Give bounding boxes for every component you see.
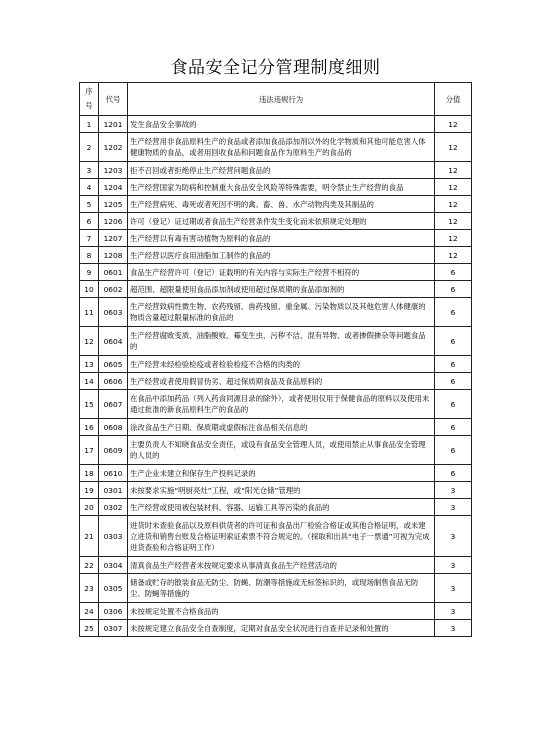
row-serial-number: 4 (80, 179, 99, 196)
scoring-table (79, 82, 472, 637)
row-score: 6 (435, 436, 472, 465)
row-code: 0303 (99, 516, 128, 557)
row-violation: 清真食品生产经营者未按规定要求从事清真食品生产经营活动的 (128, 557, 435, 574)
row-serial-number: 10 (80, 281, 99, 298)
row-code: 1202 (99, 133, 128, 162)
row-score: 6 (435, 264, 472, 281)
table-row (80, 436, 472, 465)
row-score: 12 (435, 196, 472, 213)
row-serial-number: 21 (80, 516, 99, 557)
row-violation: 生产经营未经检验检疫或者检验检疫不合格的肉类的 (128, 356, 435, 373)
row-serial-number: 3 (80, 162, 99, 179)
row-serial-number: 2 (80, 133, 99, 162)
row-violation: 生产经营病死、毒死或者死因不明的禽、畜、兽、水产动物肉类及其制品的 (128, 196, 435, 213)
row-violation: 涂改食品生产日期、保质期或虚假标注食品相关信息的 (128, 419, 435, 436)
table-row (80, 213, 472, 230)
row-score: 12 (435, 230, 472, 247)
row-serial-number: 14 (80, 373, 99, 390)
row-serial-number: 8 (80, 247, 99, 264)
row-score: 6 (435, 298, 472, 327)
table-row (80, 179, 472, 196)
table-header-row (80, 83, 472, 116)
table-body (80, 116, 472, 637)
row-code: 0604 (99, 327, 128, 356)
row-code: 0601 (99, 264, 128, 281)
row-code: 0602 (99, 281, 128, 298)
header-violation: 违法违规行为 (128, 83, 435, 116)
table-row (80, 574, 472, 603)
row-score: 3 (435, 499, 472, 516)
row-code: 0306 (99, 603, 128, 620)
row-code: 0301 (99, 482, 128, 499)
row-serial-number: 16 (80, 419, 99, 436)
row-code: 1201 (99, 116, 128, 133)
table-row (80, 373, 472, 390)
row-violation: 生产经营用非食品原料生产的食品或者添加食品添加剂以外的化学物质和其他可能危害人体健康物质的食品，或者用回收食品和问题食品作为原料生产的食品的 (128, 133, 435, 162)
row-code: 0606 (99, 373, 128, 390)
row-serial-number: 19 (80, 482, 99, 499)
row-serial-number: 5 (80, 196, 99, 213)
page-title: 食品安全记分管理制度细则 (170, 58, 381, 78)
header-score: 分值 (435, 83, 472, 116)
row-code: 0610 (99, 465, 128, 482)
header-serial-line2: 号 (85, 101, 93, 110)
row-serial-number: 9 (80, 264, 99, 281)
row-score: 6 (435, 356, 472, 373)
row-serial-number: 1 (80, 116, 99, 133)
row-violation: 发生食品安全事故的 (128, 116, 435, 133)
row-serial-number: 18 (80, 465, 99, 482)
row-code: 1208 (99, 247, 128, 264)
row-code: 1205 (99, 196, 128, 213)
table-row (80, 516, 472, 557)
row-violation: 储备或贮存的散装食品无防尘、防蝇、防潮等措施或无标签标识的，或现场制售食品无防尘、防蝇等措施的 (128, 574, 435, 603)
row-code: 0609 (99, 436, 128, 465)
row-score: 12 (435, 179, 472, 196)
row-violation: 生产经营以有毒有害动植物为原料的食品的 (128, 230, 435, 247)
table-row (80, 465, 472, 482)
row-code: 0605 (99, 356, 128, 373)
row-code: 0608 (99, 419, 128, 436)
row-violation: 生产经营国家为防病和控制重大食品安全风险等特殊需要，明令禁止生产经营的食品 (128, 179, 435, 196)
row-serial-number: 15 (80, 390, 99, 419)
row-score: 12 (435, 162, 472, 179)
row-violation: 生产经营腐败变质、油脂酸败、霉变生虫、污秽不洁、混有异物、或者掺假掺杂等问题食品的 (128, 327, 435, 356)
row-violation: 生产经营或者使用假冒伪劣、超过保质期食品及食品原料的 (128, 373, 435, 390)
table-row (80, 482, 472, 499)
row-violation: 拒不召回或者拒绝停止生产经营问题食品的 (128, 162, 435, 179)
row-score: 3 (435, 603, 472, 620)
row-score: 6 (435, 465, 472, 482)
table-row (80, 603, 472, 620)
table-row (80, 327, 472, 356)
row-score: 6 (435, 281, 472, 298)
row-violation: 超范围、超限量使用食品添加剂或使用超过保质期的食品添加剂的 (128, 281, 435, 298)
row-score: 3 (435, 482, 472, 499)
row-violation: 未按要求实施“明厨亮灶”工程，或“阳光仓储”管理的 (128, 482, 435, 499)
row-score: 12 (435, 133, 472, 162)
row-serial-number: 12 (80, 327, 99, 356)
table-row (80, 116, 472, 133)
row-code: 0607 (99, 390, 128, 419)
row-serial-number: 6 (80, 213, 99, 230)
row-score: 6 (435, 419, 472, 436)
table-row (80, 298, 472, 327)
row-violation: 生产企业未建立和保存生产投料记录的 (128, 465, 435, 482)
header-serial-number (80, 83, 99, 116)
row-violation: 生产经营或使用被包装材料、容器、运输工具等污染的食品的 (128, 499, 435, 516)
row-score: 12 (435, 247, 472, 264)
table-row (80, 499, 472, 516)
row-serial-number: 20 (80, 499, 99, 516)
table-row (80, 196, 472, 213)
row-serial-number: 24 (80, 603, 99, 620)
row-serial-number: 13 (80, 356, 99, 373)
header-code: 代号 (99, 83, 128, 116)
row-code: 1204 (99, 179, 128, 196)
row-serial-number: 17 (80, 436, 99, 465)
row-score: 3 (435, 557, 472, 574)
table-row (80, 230, 472, 247)
row-violation: 未按规定处置不合格食品的 (128, 603, 435, 620)
row-score: 12 (435, 213, 472, 230)
row-score: 3 (435, 574, 472, 603)
row-code: 0307 (99, 620, 128, 637)
row-serial-number: 22 (80, 557, 99, 574)
table-row (80, 281, 472, 298)
table-row (80, 390, 472, 419)
table-row (80, 419, 472, 436)
row-code: 0304 (99, 557, 128, 574)
row-score: 6 (435, 390, 472, 419)
row-serial-number: 23 (80, 574, 99, 603)
table-row (80, 247, 472, 264)
row-score: 3 (435, 620, 472, 637)
row-violation: 在食品中添加药品（列入药食同源目录的除外），或者使用仅用于保健食品的原料以及使用未通过批准的新食品原料生产的食品的 (128, 390, 435, 419)
row-violation: 许可（登记）证过期或者食品生产经营条件发生变化而未依照规定处理的 (128, 213, 435, 230)
row-code: 0305 (99, 574, 128, 603)
row-score: 3 (435, 516, 472, 557)
row-serial-number: 7 (80, 230, 99, 247)
table-row (80, 133, 472, 162)
row-violation: 进货时未查验食品以及原料供货者的许可证和食品出厂检验合格证或其他合格证明，或未建立进货和销售台账及合格证明索证索票不符合规定的。（採取和出具“电子一票通”可视为完成进货查验和合格证明工作） (128, 516, 435, 557)
row-code: 1206 (99, 213, 128, 230)
table-row (80, 264, 472, 281)
table-row (80, 162, 472, 179)
row-score: 12 (435, 116, 472, 133)
row-code: 0603 (99, 298, 128, 327)
row-score: 6 (435, 327, 472, 356)
header-serial-line1: 序 (85, 87, 93, 96)
row-code: 0302 (99, 499, 128, 516)
row-code: 1203 (99, 162, 128, 179)
row-serial-number: 11 (80, 298, 99, 327)
row-violation: 食品生产经营许可（登记）证载明的有关内容与实际生产经营不相符的 (128, 264, 435, 281)
row-violation: 生产经营以医疗食用油脂加工制作的食品的 (128, 247, 435, 264)
row-code: 1207 (99, 230, 128, 247)
row-violation: 生产经营致病性微生物、农药残留、兽药残留、重金属、污染物质以及其他危害人体健康的物质含量超过限量标准的食品的 (128, 298, 435, 327)
row-violation: 未按规定建立食品安全自查制度，定期对食品安全状况进行自查并记录和处置的 (128, 620, 435, 637)
row-violation: 主要负责人不知晓食品安全责任，或设有食品安全管理人员，或使用禁止从事食品安全管理的人员的 (128, 436, 435, 465)
table-row (80, 356, 472, 373)
row-score: 6 (435, 373, 472, 390)
row-serial-number: 25 (80, 620, 99, 637)
table-row (80, 557, 472, 574)
table-row (80, 620, 472, 637)
